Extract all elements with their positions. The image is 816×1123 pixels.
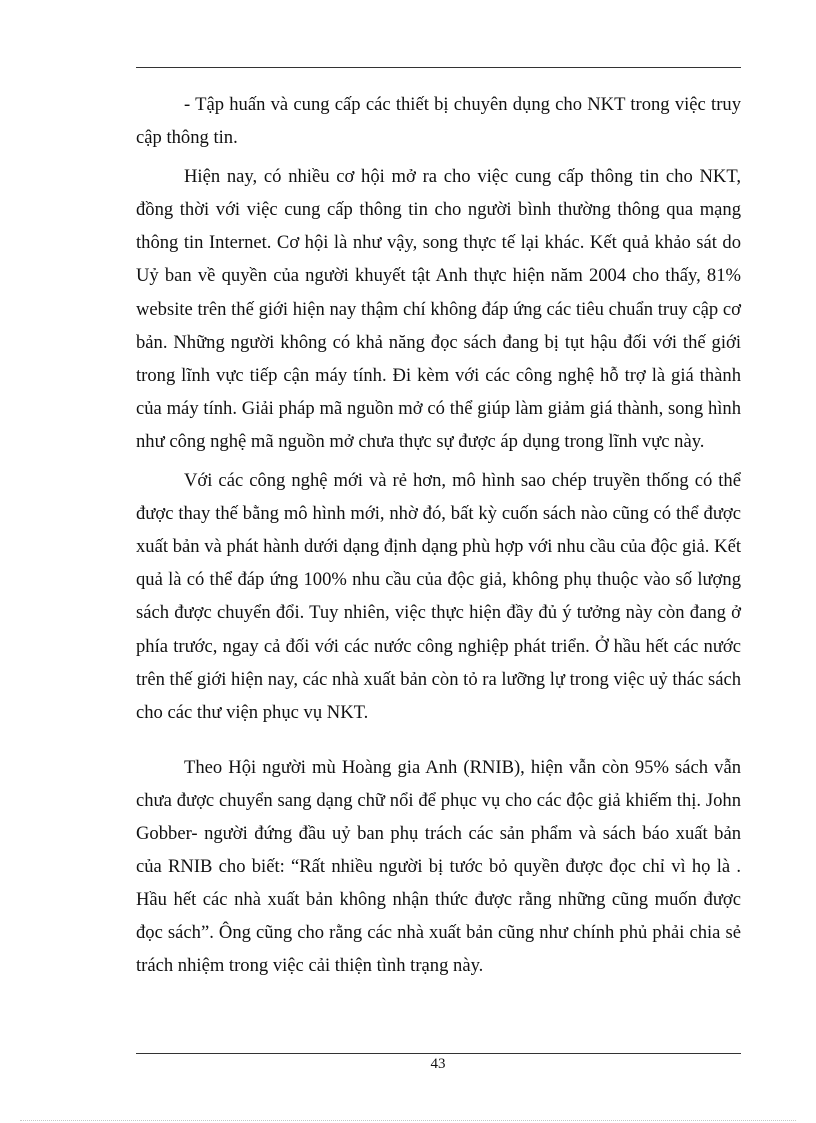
paragraph-training-devices: - Tập huấn và cung cấp các thiết bị chuyên dụng cho NKT trong việc truy cập thông tin. — [136, 94, 741, 149]
page-number: 43 — [430, 1056, 446, 1072]
footer-rule — [136, 1053, 741, 1054]
paragraph-new-technology: Với các công nghệ mới và rẻ hơn, mô hình sao chép truyền thống có thể được thay thế bằng mô hình mới, nhờ đó, bất kỳ cuốn sách nào cũng có thể được xuất bản và phát hành dưới dạng định dạng phù hợp với nhu cầu của độc giả. Kết quả là có thể đáp ứng 100% nhu cầu của độc giả, không phụ thuộc vào số lượng sách được chuyển đổi. Tuy nhiên, việc thực hiện đầy đủ ý tưởng này còn đang ở phía trước, ngay cả đối với các nước công nghiệp phát triển. Ở hầu hết các nước trên thế giới hiện nay, các nhà xuất bản còn tỏ ra lưỡng lự trong việc uỷ thác sách cho các thư viện phục vụ NKT. — [136, 470, 742, 723]
page-body — [136, 88, 741, 982]
header-rule — [136, 67, 741, 68]
page-edge-divider — [20, 1120, 796, 1121]
paragraph-opportunities: Hiện nay, có nhiều cơ hội mở ra cho việc cung cấp thông tin cho NKT, đồng thời với việc cung cấp thông tin cho người bình thường thông qua mạng thông tin Internet. Cơ hội là như vậy, song thực tế lại khác. Kết quả khảo sát do Uỷ ban về quyền của người khuyết tật Anh thực hiện năm 2004 cho thấy, 81% website trên thế giới hiện nay thậm chí không đáp ứng các tiêu chuẩn truy cập cơ bản. Những người không có khả năng đọc sách đang bị tụt hậu đối với thế giới trong lĩnh vực tiếp cận máy tính. Đi kèm với các công nghệ hỗ trợ là giá thành của máy tính. Giải pháp mã nguồn mở có thể giúp làm giảm giá thành, song hình như công nghệ mã nguồn mở chưa thực sự được áp dụng trong lĩnh vực này. — [136, 166, 741, 452]
paragraph-rnib: Theo Hội người mù Hoàng gia Anh (RNIB), hiện vẫn còn 95% sách vẫn chưa được chuyển sang dạng chữ nổi để phục vụ cho các độc giả khiếm thị. John Gobber- người đứng đầu uỷ ban phụ trách các sản phẩm và sách báo xuất bản của RNIB cho biết: “Rất nhiều người bị tước bỏ quyền được đọc chỉ vì họ là . Hầu hết các nhà xuất bản không nhận thức được rằng những cũng muốn được đọc sách”. Ông cũng cho rằng các nhà xuất bản cũng như chính phủ phải chia sẻ trách nhiệm trong việc cải thiện tình trạng này. — [136, 756, 741, 977]
